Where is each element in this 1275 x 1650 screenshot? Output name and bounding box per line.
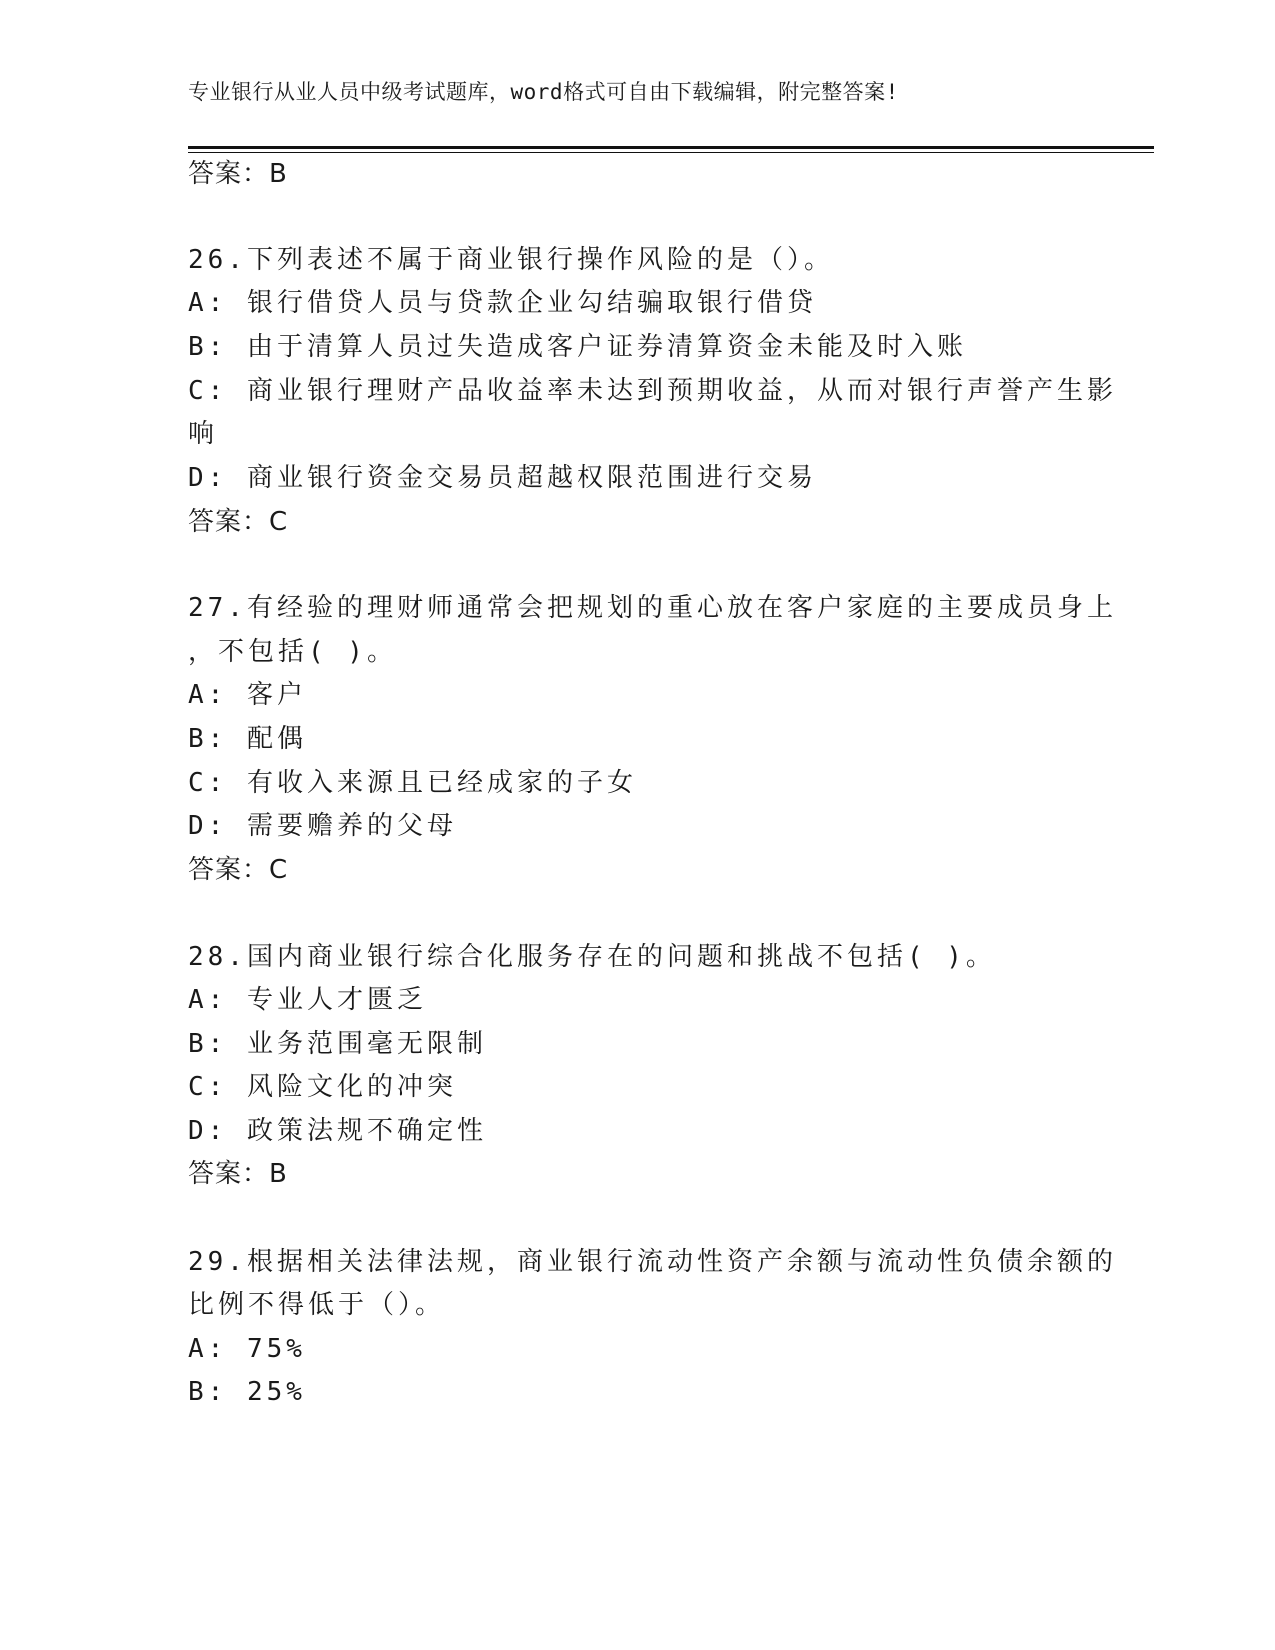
question-stem: 28.国内商业银行综合化服务存在的问题和挑战不包括( )。 bbox=[188, 942, 996, 972]
option-line: B: 由于清算人员过失造成客户证券清算资金未能及时入账 bbox=[188, 332, 967, 362]
option-line: A: 75% bbox=[188, 1334, 306, 1364]
question-stem: ，不包括( )。 bbox=[188, 637, 397, 667]
option-line: C: 有收入来源且已经成家的子女 bbox=[188, 768, 637, 798]
option-line: B: 25% bbox=[188, 1377, 306, 1407]
answer-value: B bbox=[269, 1159, 288, 1189]
answer-line bbox=[188, 158, 288, 190]
option-line: C: 商业银行理财产品收益率未达到预期收益，从而对银行声誉产生影 bbox=[188, 376, 1117, 406]
option-line: D: 需要赡养的父母 bbox=[188, 811, 457, 841]
question-stem: 27.有经验的理财师通常会把规划的重心放在客户家庭的主要成员身上 bbox=[188, 593, 1117, 623]
answer-prefix: 答案： bbox=[188, 507, 270, 537]
answer-prefix: 答案： bbox=[188, 1159, 270, 1189]
header-rule bbox=[188, 146, 1154, 149]
option-line: B: 配偶 bbox=[188, 724, 307, 754]
option-line: A: 银行借贷人员与贷款企业勾结骗取银行借贷 bbox=[188, 288, 817, 318]
option-line: A: 专业人才匮乏 bbox=[188, 985, 427, 1015]
page-header: 专业银行从业人员中级考试题库，word格式可自由下载编辑，附完整答案! bbox=[188, 80, 899, 104]
answer-prefix: 答案： bbox=[188, 159, 270, 189]
header-rule-thin bbox=[188, 152, 1154, 153]
option-line: C: 风险文化的冲突 bbox=[188, 1072, 457, 1102]
answer-line bbox=[188, 1158, 288, 1190]
answer-prefix: 答案： bbox=[188, 855, 270, 885]
answer-line bbox=[188, 854, 288, 886]
option-line: A: 客户 bbox=[188, 680, 307, 710]
option-line: 响 bbox=[188, 419, 219, 449]
option-line: D: 政策法规不确定性 bbox=[188, 1116, 487, 1146]
answer-line bbox=[188, 506, 288, 538]
answer-value: C bbox=[269, 507, 289, 537]
option-line: D: 商业银行资金交易员超越权限范围进行交易 bbox=[188, 463, 817, 493]
question-stem: 29.根据相关法律法规，商业银行流动性资产余额与流动性负债余额的 bbox=[188, 1247, 1117, 1277]
option-line: B: 业务范围毫无限制 bbox=[188, 1029, 487, 1059]
answer-value: B bbox=[269, 159, 288, 189]
question-stem: 26.下列表述不属于商业银行操作风险的是（）。 bbox=[188, 245, 834, 275]
question-stem: 比例不得低于（）。 bbox=[188, 1290, 446, 1320]
answer-value: C bbox=[269, 855, 289, 885]
